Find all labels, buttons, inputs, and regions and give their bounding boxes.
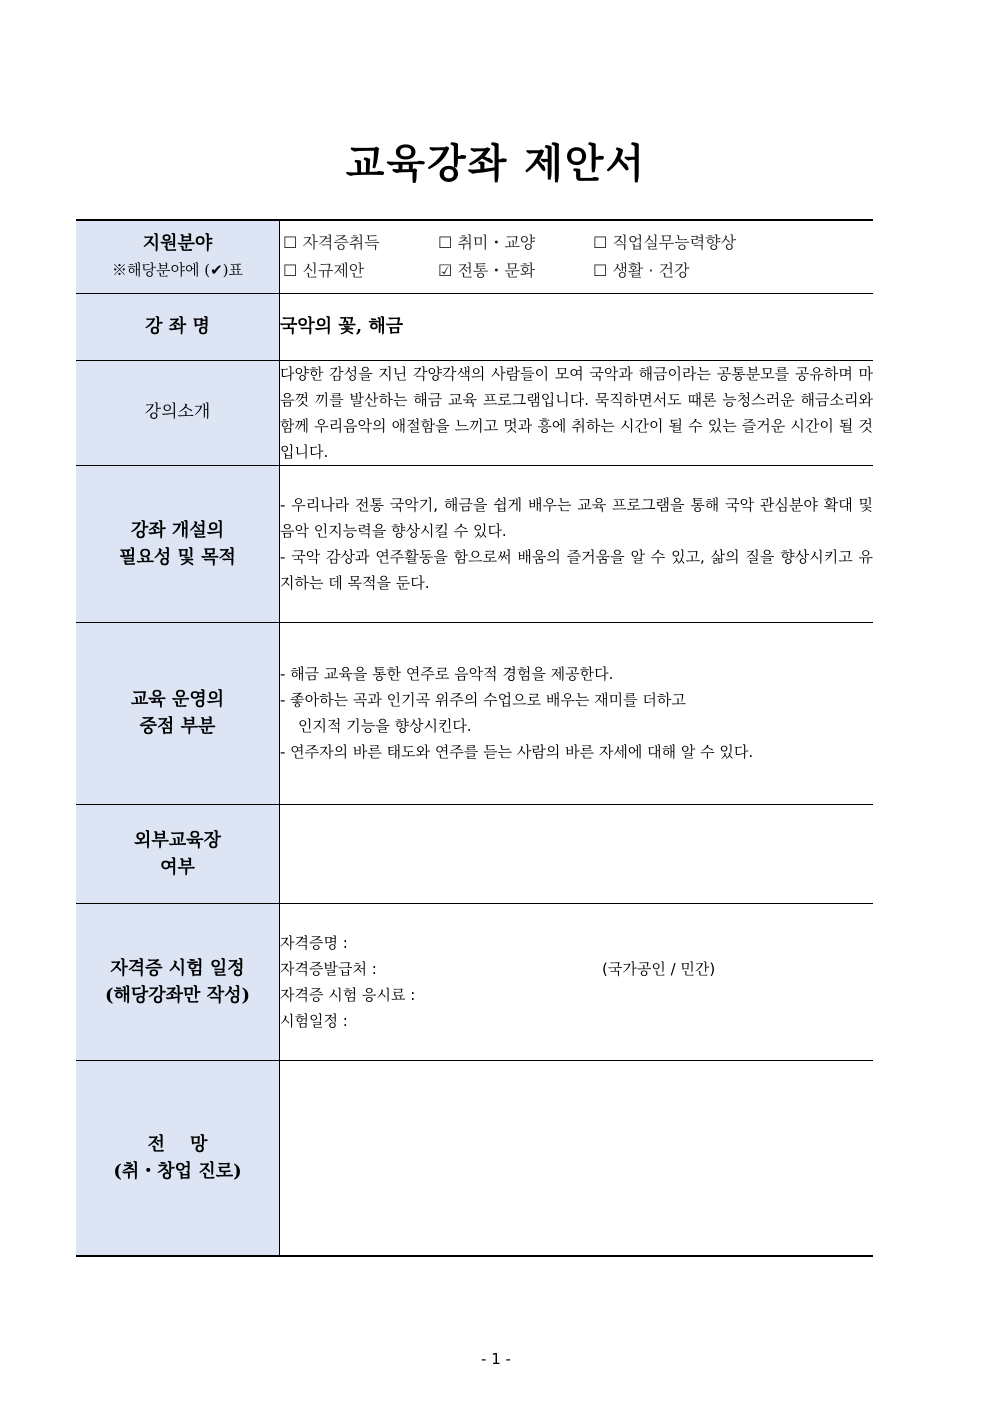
page-number: - 1 - [481,1350,511,1368]
label-course-name: 강 좌 명 [76,293,280,360]
field-options [280,220,874,293]
cert-fee-field: 자격증 시험 응시료 : [280,985,416,1004]
option-job-skill[interactable]: ☐ 직업실무능력향상 [593,232,737,252]
focus-value: - 해금 교육을 통한 연주로 음악적 경험을 제공한다. - 좋아하는 곡과 인기곡 위주의 수업으로 배우는 재미를 더하고 인지적 기능을 향상시킨다. - 연주자의 바른 태도와 연주를 듣는 사람의 바른 자세에 대해 알 수 있다. [280,622,874,804]
checkbox-unchecked-icon[interactable]: ☐ [593,260,608,280]
label-outlook: 전 망 (취・창업 진로) [76,1060,280,1256]
intro-value: 다양한 감성을 지닌 각양각색의 사람들이 모여 국악과 해금이라는 공통분모를 공유하며 마음껏 끼를 발산하는 해금 교육 프로그램입니다. 묵직하면서도 때론 능청스러운 해금소리와 함께 우리음악의 애절함을 느끼고 멋과 흥에 취하는 시간이 될 수 있는 즐거운 시간이 될 것입니다. [280,360,874,465]
checkbox-unchecked-icon[interactable]: ☐ [438,232,453,252]
label-external: 외부교육장 여부 [76,804,280,903]
label-intro: 강의소개 [76,360,280,465]
option-tradition-culture[interactable]: ☑ 전통・문화 [438,260,536,280]
certificate-value[interactable] [280,903,874,1060]
label-focus: 교육 운영의 중점 부분 [76,622,280,804]
row-certificate [76,903,873,1060]
course-name-value: 국악의 꽃, 해금 [280,293,874,360]
row-external [76,804,873,903]
cert-issuer-note: (국가공인 / 민간) [602,959,716,978]
checkbox-unchecked-icon[interactable]: ☐ [283,260,298,280]
row-focus [76,622,873,804]
field-sublabel: ※해당분야에 (✔)표 [112,260,243,279]
checkbox-unchecked-icon[interactable]: ☐ [593,232,608,252]
external-value[interactable] [280,804,874,903]
label-certificate: 자격증 시험 일정 (해당강좌만 작성) [76,903,280,1060]
cert-issuer-field: 자격증발급처 : (국가공인 / 민간) [280,956,873,982]
field-label: 지원분야 [142,232,213,254]
row-purpose [76,465,873,622]
option-hobby[interactable]: ☐ 취미・교양 [438,232,536,252]
label-purpose: 강좌 개설의 필요성 및 목적 [76,465,280,622]
option-certificate[interactable]: ☐ 자격증취득 [283,232,380,252]
row-field [76,220,873,293]
row-intro [76,360,873,465]
option-life-health[interactable]: ☐ 생활 · 건강 [593,260,690,280]
checkbox-checked-icon[interactable]: ☑ [438,260,453,280]
row-course-name [76,293,873,360]
cert-name-field: 자격증명 : [280,933,348,952]
row-outlook [76,1060,873,1256]
outlook-value[interactable] [280,1060,874,1256]
purpose-value: - 우리나라 전통 국악기, 해금을 쉽게 배우는 교육 프로그램을 통해 국악 관심분야 확대 및 음악 인지능력을 향상시킬 수 있다. - 국악 감상과 연주활동을 함으로써 배움의 즐거움을 알 수 있고, 삶의 질을 향상시키고 유지하는 데 목적을 둔다. [280,465,874,622]
cert-schedule-field: 시험일정 : [280,1011,348,1030]
document-title: 교육강좌 제안서 [345,141,647,187]
checkbox-unchecked-icon[interactable]: ☐ [283,232,298,252]
label-field [76,220,280,293]
option-new-proposal[interactable]: ☐ 신규제안 [283,260,365,280]
proposal-form-table [76,219,873,1257]
